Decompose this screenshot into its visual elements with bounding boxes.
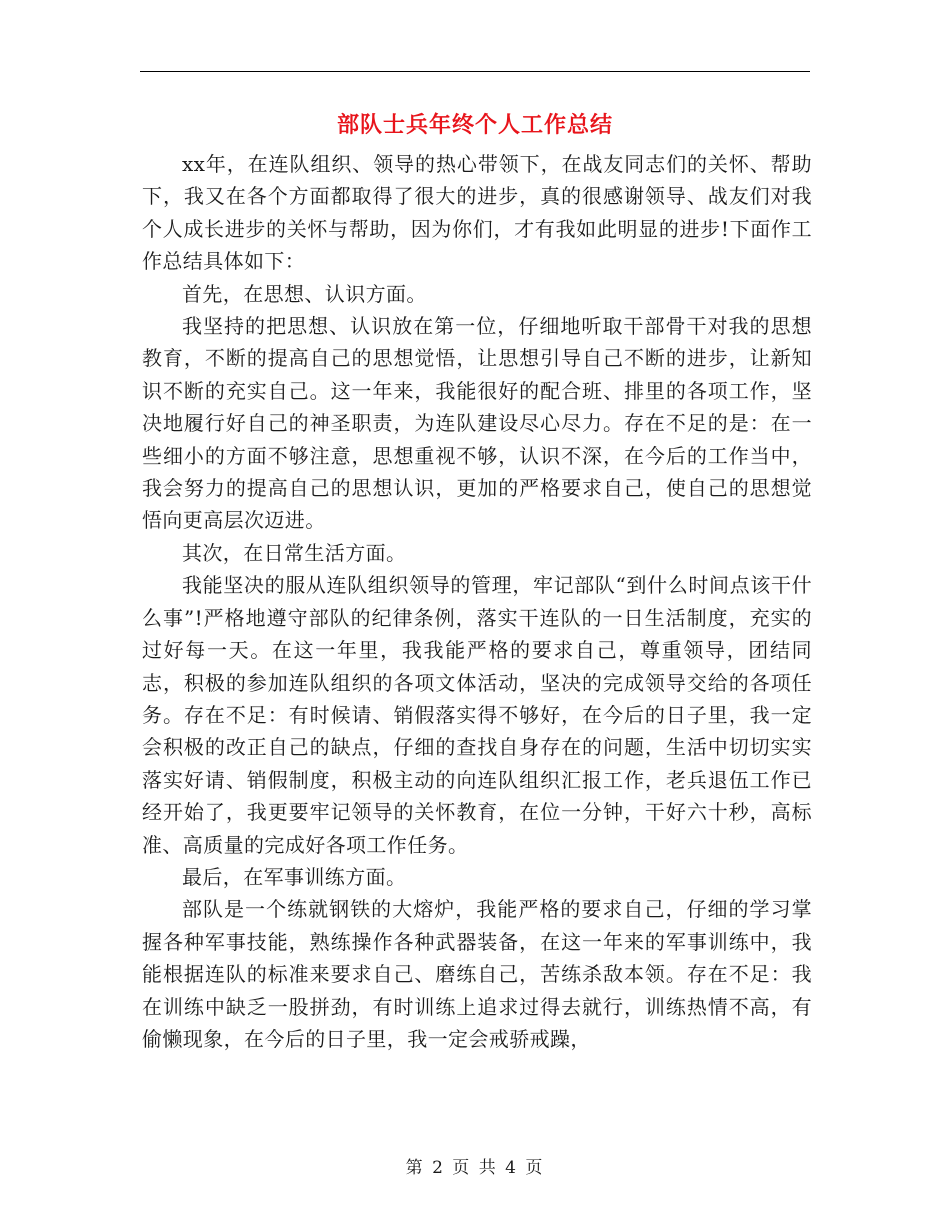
section-heading-thought: 首先，在思想、认识方面。 [182, 281, 427, 306]
paragraph-thought: 我坚持的把思想、认识放在第一位，仔细地听取干部骨干对我的思想教育，不断的提高自己的思想觉悟，让思想引导自己不断的进步，让新知识不断的充实自己。这一年来，我能很好的配合班、排里的各项工作，坚决地履行好自己的神圣职责，为连队建设尽心尽力。存在不足的是：在一些细小的方面不够注意，思想重视不够，认识不深，在今后的工作当中，我会努力的提高自己的思想认识，更加的严格要求自己，使自己的思想觉悟向更高层次迈进。 [142, 314, 812, 533]
section-heading-daily-life: 其次，在日常生活方面。 [182, 540, 407, 565]
document-title: 部队士兵年终个人工作总结 [336, 112, 613, 138]
document-body [142, 148, 812, 1055]
header-rule [140, 71, 810, 72]
paragraph-training: 部队是一个练就钢铁的大熔炉，我能严格的要求自己，仔细的学习掌握各种军事技能，熟练操作各种武器装备，在这一年来的军事训练中，我能根据连队的标准来要求自己、磨练自己，苦练杀敌本领。存在不足：我在训练中缺乏一股拼劲，有时训练上追求过得去就行，训练热情不高，有偷懒现象，在今后的日子里，我一定会戒骄戒躁， [142, 897, 812, 1051]
page-number: 第 2 页 共 4 页 [405, 1158, 545, 1178]
paragraph-intro: xx年，在连队组织、领导的热心带领下，在战友同志们的关怀、帮助下，我又在各个方面都取得了很大的进步，真的很感谢领导、战友们对我个人成长进步的关怀与帮助，因为你们，才有我如此明显的进步!下面作工作总结具体如下： [142, 152, 812, 274]
paragraph-daily-life: 我能坚决的服从连队组织领导的管理，牢记部队“到什么时间点该干什么事”!严格地遵守部队的纪律条例，落实干连队的一日生活制度，充实的过好每一天。在这一年里，我我能严格的要求自己，尊重领导，团结同志，积极的参加连队组织的各项文体活动，坚决的完成领导交给的各项任务。存在不足：有时候请、销假落实得不够好，在今后的日子里，我一定会积极的改正自己的缺点，仔细的查找自身存在的问题，生活中切切实实落实好请、销假制度，积极主动的向连队组织汇报工作，老兵退伍工作已经开始了，我更要牢记领导的关怀教育，在位一分钟，干好六十秒，高标准、高质量的完成好各项工作任务。 [142, 573, 812, 857]
section-heading-training: 最后，在军事训练方面。 [182, 864, 407, 889]
